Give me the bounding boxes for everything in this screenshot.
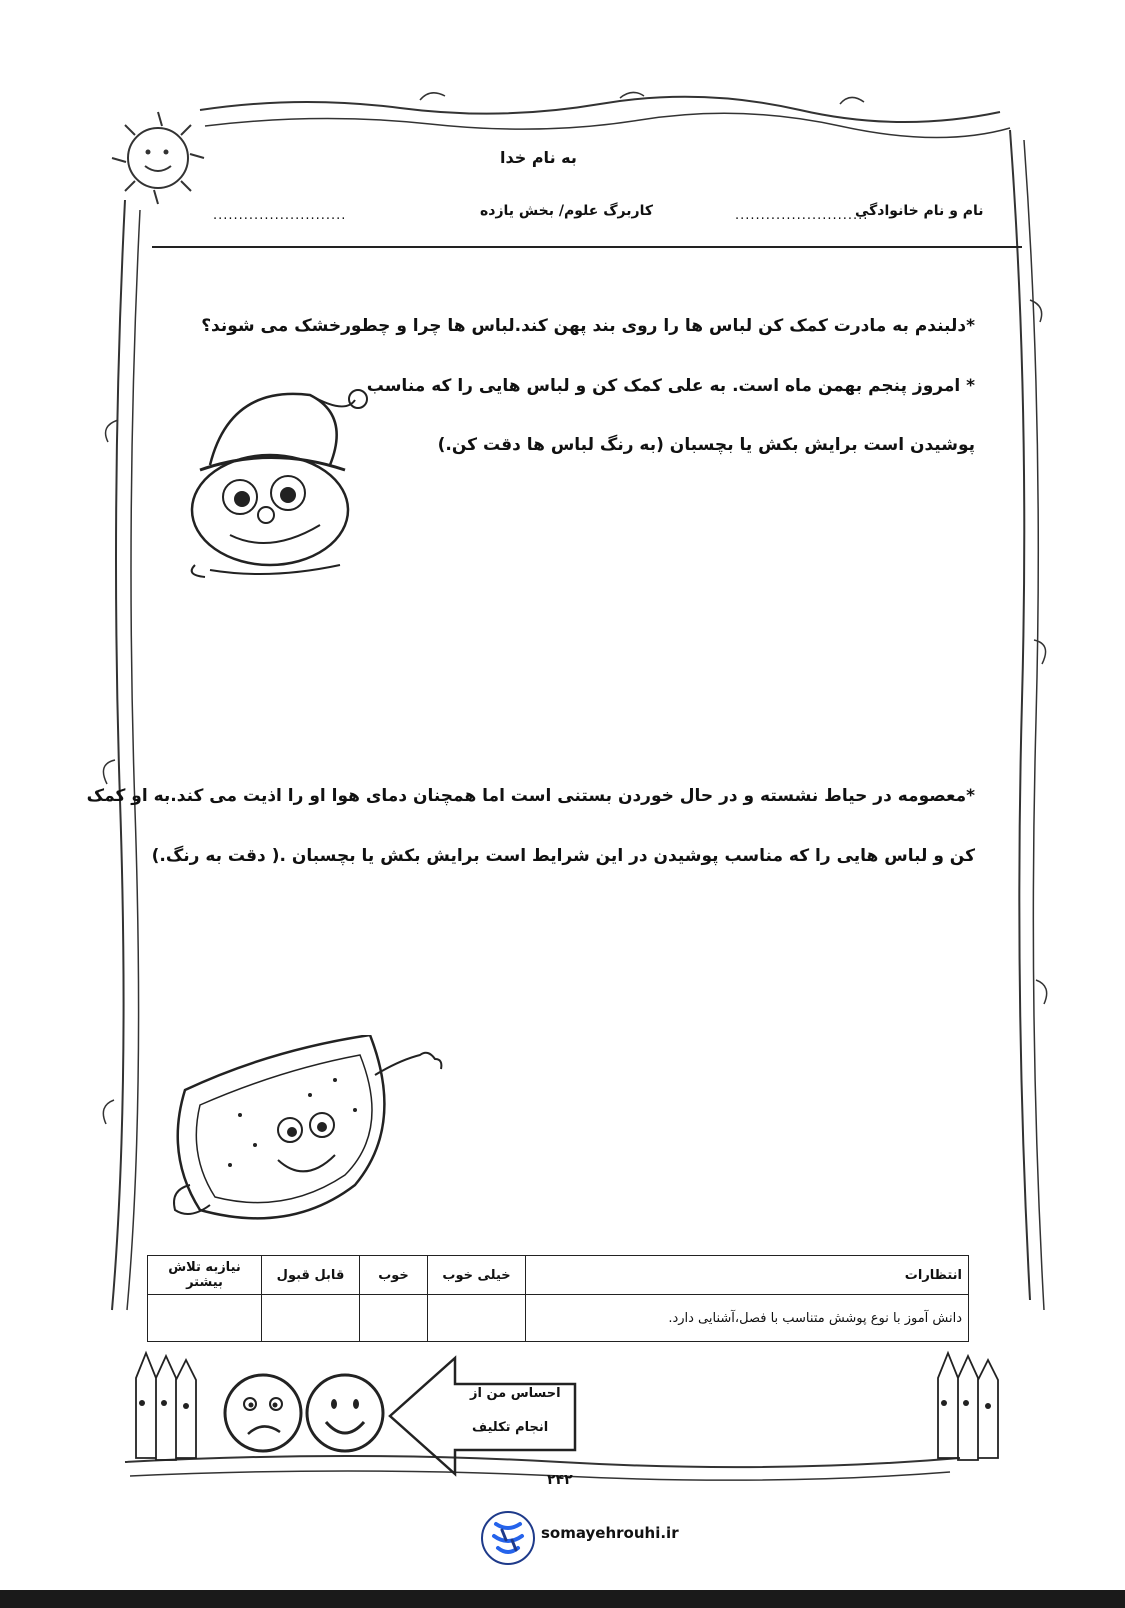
page-number: ۲۴۲ [547, 1472, 573, 1488]
eval-cell-acceptable[interactable] [262, 1295, 360, 1342]
watermelon-illustration [160, 1035, 460, 1240]
eval-cell-very-good[interactable] [428, 1295, 526, 1342]
header-rule [152, 246, 1022, 248]
eval-header-expectations: انتظارات [526, 1256, 969, 1295]
crayons-left-illustration [128, 1348, 208, 1468]
left-field-dots: .......................... [213, 208, 347, 223]
worried-face-icon[interactable] [222, 1372, 304, 1454]
feeling-arrow [385, 1354, 585, 1479]
eval-header-good: خوب [360, 1256, 428, 1295]
question-1: *دلبندم به مادرت کمک کن لباس ها را روی بند پهن کند.لباس ها چرا و چطورخشک می شوند؟ [201, 316, 975, 336]
eval-cell-good[interactable] [360, 1295, 428, 1342]
name-label: نام و نام خانوادگی [855, 203, 984, 219]
owl-illustration [170, 375, 370, 595]
question-2-line-1: * امروز پنجم بهمن ماه است. به علی کمک کن و لباس هایی را که مناسب [366, 376, 975, 396]
eval-expectation-text: دانش آموز با نوع پوشش متناسب با فصل،آشنایی دارد. [526, 1295, 969, 1342]
question-3-line-2: کن و لباس هایی را که مناسب پوشیدن در این شرایط است برایش بکش یا بچسبان .( دقت به رنگ.) [151, 846, 975, 866]
evaluation-table [147, 1255, 969, 1342]
eval-header-needs-effort: نیازبه تلاش بیشتر [148, 1256, 262, 1295]
footer-site-url[interactable]: somayehrouhi.ir [541, 1524, 679, 1542]
feeling-text-line-1: احساس من از [470, 1386, 561, 1401]
question-2-line-2: پوشیدن است برایش بکش یا بچسبان (به رنگ لباس ها دقت کن.) [437, 435, 975, 455]
crayons-right-illustration [930, 1348, 1010, 1468]
eval-header-very-good: خیلی خوب [428, 1256, 526, 1295]
worksheet-label: کاربرگ علوم/ بخش یازده [480, 203, 653, 219]
eval-header-acceptable: قابل قبول [262, 1256, 360, 1295]
feeling-text-line-2: انجام تکلیف [472, 1420, 549, 1435]
bottom-bar [0, 1590, 1125, 1608]
name-field-dots: .......................... [735, 208, 869, 223]
question-3-line-1: *معصومه در حیاط نشسته و در حال خوردن بستنی است اما همچنان دمای هوا او را اذیت می کند.به او کمک [86, 786, 975, 806]
sun-icon [112, 112, 204, 204]
happy-face-icon[interactable] [304, 1372, 386, 1454]
site-logo-icon [480, 1510, 536, 1566]
page-title: به نام خدا [500, 148, 577, 167]
eval-cell-needs-effort[interactable] [148, 1295, 262, 1342]
